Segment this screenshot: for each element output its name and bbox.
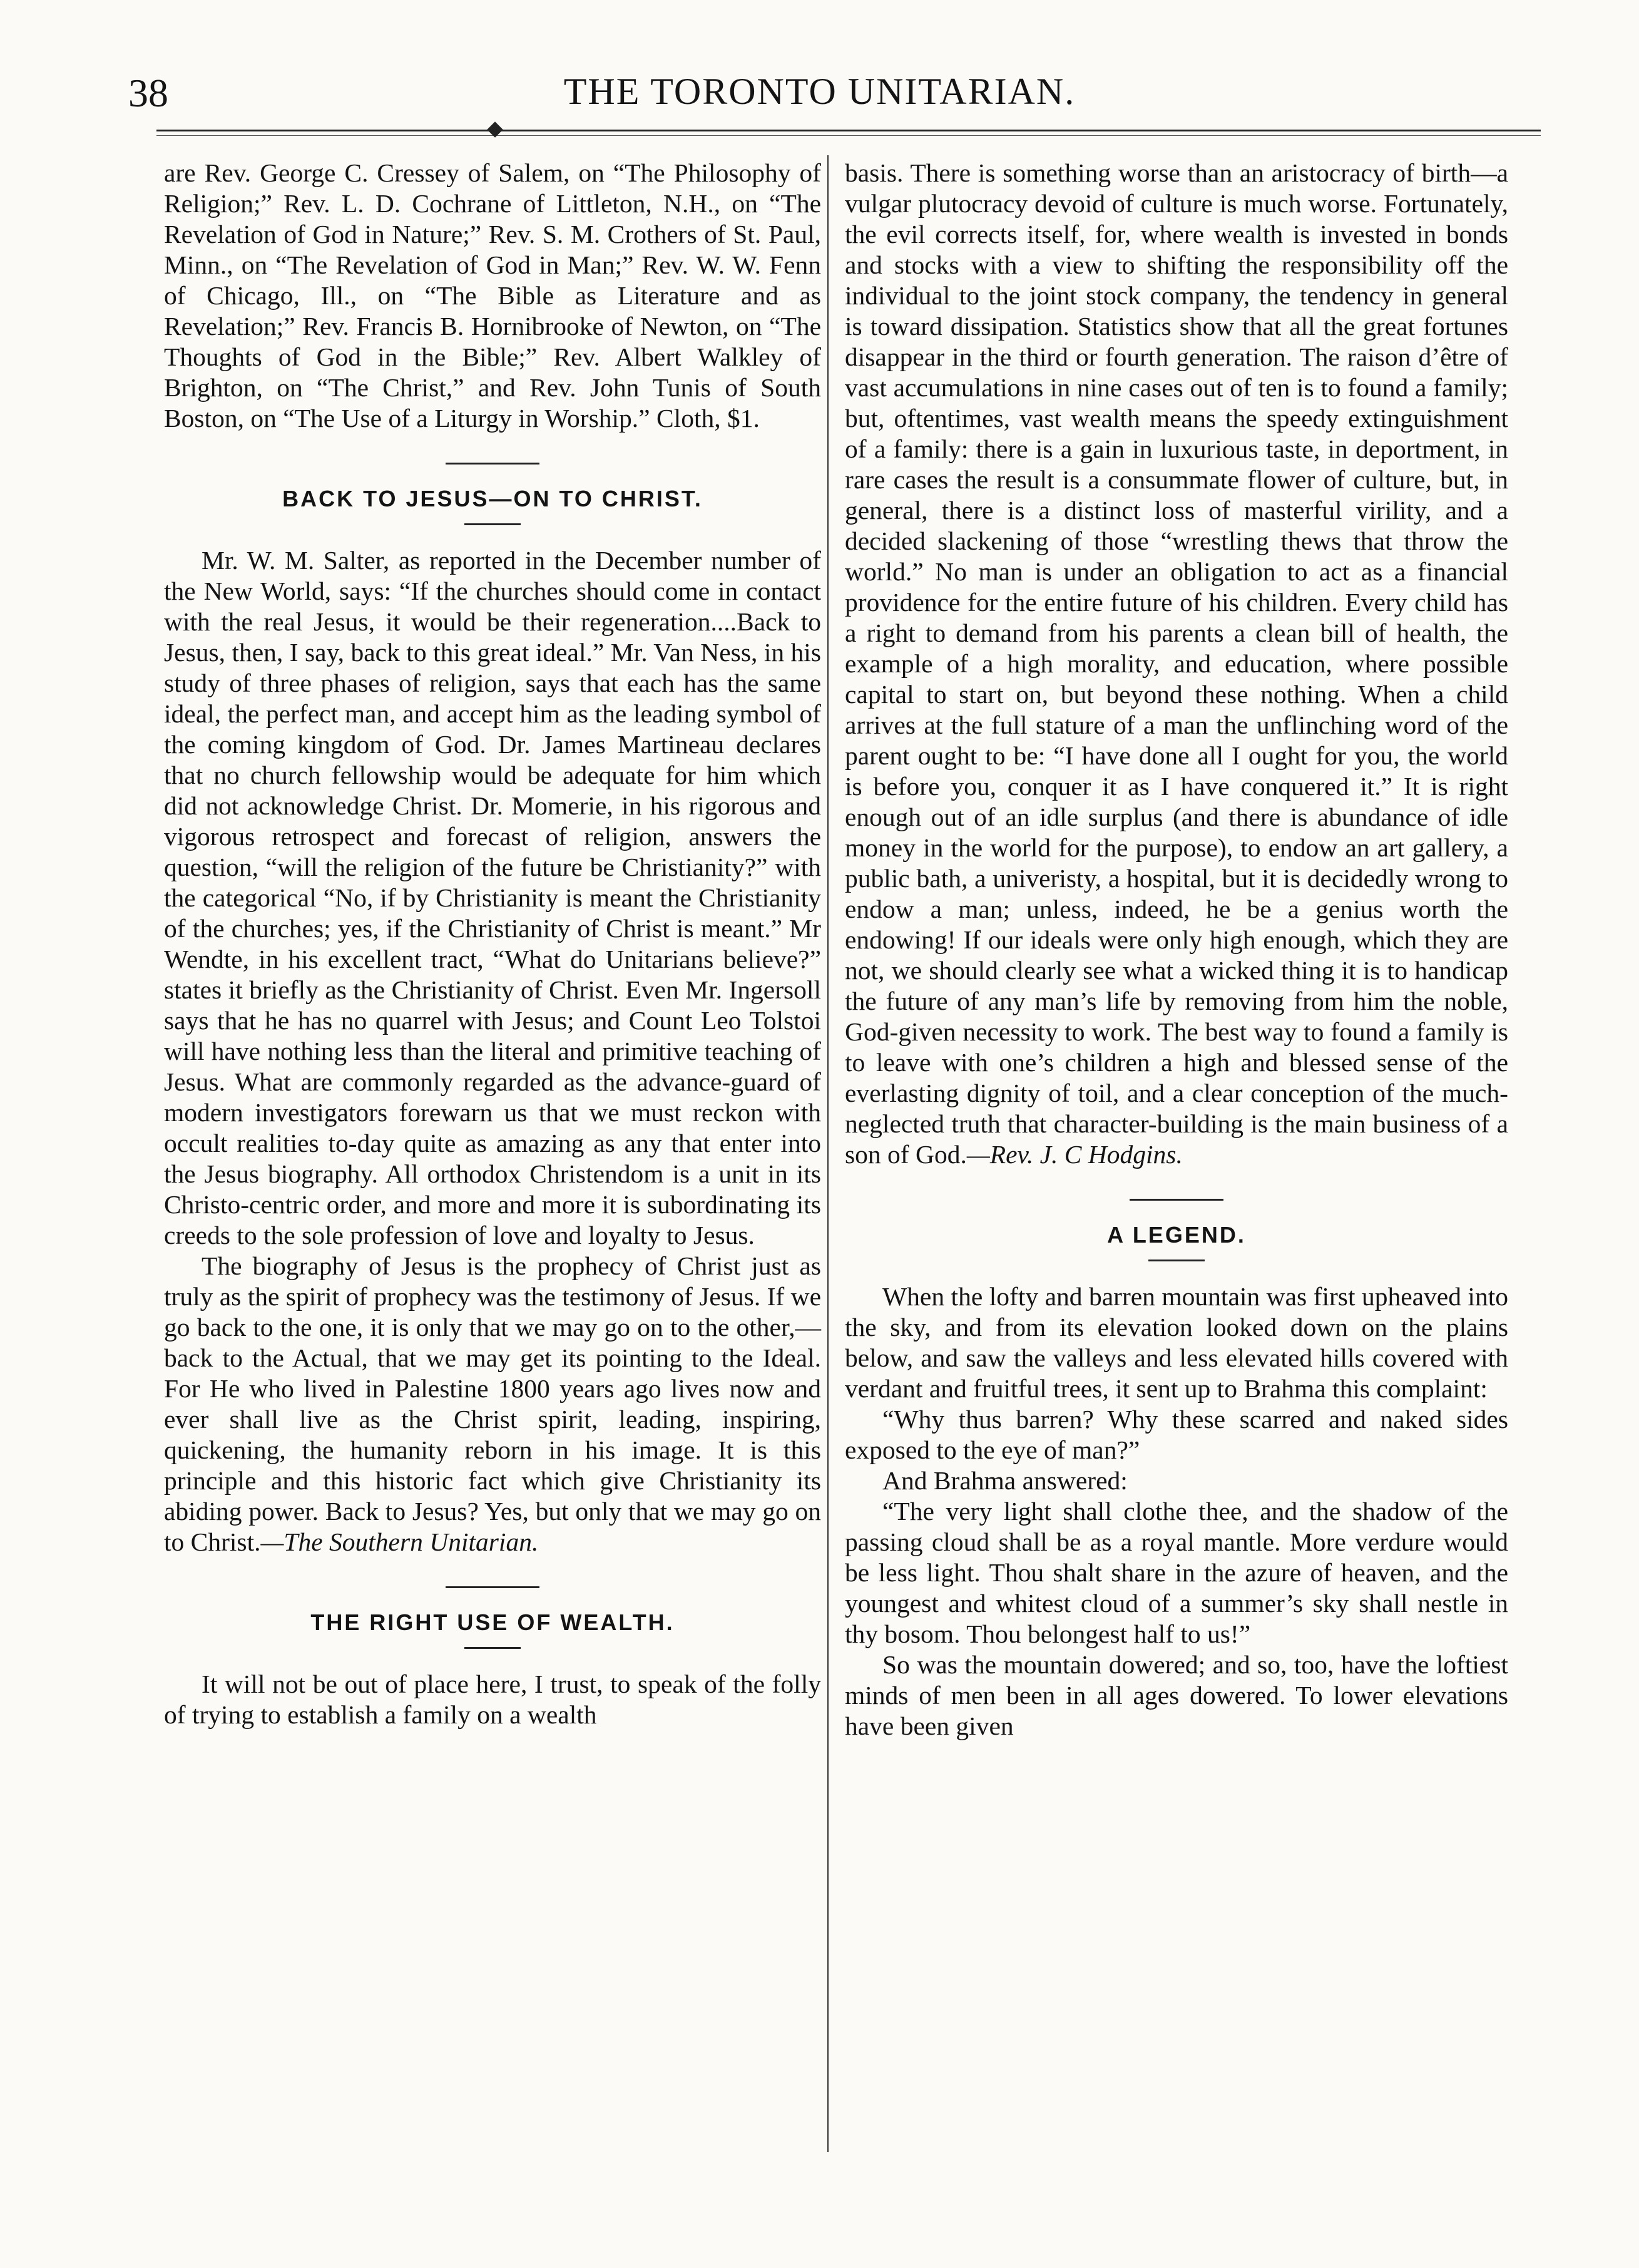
running-head: THE TORONTO UNITARIAN.: [563, 71, 1076, 112]
intro-paragraph: are Rev. George C. Cressey of Salem, on “The Philosophy of Religion;” Rev. L. D. Cochrane of Littleton, N.H., on “The Revelation of God in Nature;” Rev. S. M. Crothers of St. Paul, Minn., on “The Revelation of God in Man;” Rev. W. W. Fenn of Chicago, Ill., on “The Bible as Literature and as Revelation;” Rev. Francis B. Hornibrooke of Newton, on “The Thoughts of God in the Bible;” Rev. Albert Walkley of Brighton, on “The Christ,” and Rev. John Tunis of South Boston, on “The Use of a Liturgy in Worship.” Cloth, $1.: [164, 158, 821, 433]
article-paragraph: “Why thus barren? Why these scarred and naked sides exposed to the eye of man?”: [845, 1405, 1508, 1464]
column-divider: [827, 155, 829, 2152]
article-signature: —Rev. J. C Hodgins.: [966, 1140, 1183, 1169]
article-paragraph: Mr. W. M. Salter, as reported in the December number of the New World, says: “If the churches should come in contact with the real Jesus, it would be their regeneration....Back to Jesus, then, I say, back to this great ideal.” Mr. Van Ness, in his study of three phases of religion, says that each has the same ideal, the perfect man, and accept him as the leading symbol of the coming kingdom of God. Dr. James Martineau declares that no church fellowship would be adequate for him which did not acknowledge Christ. Dr. Momerie, in his rigorous and vigorous retrospect and forecast of religion, answers the question, “will the religion of the future be Christianity?” with the categorical “No, if by Christianity is meant the Christianity of the churches; yes, if the Christianity of Christ is meant.” Mr Wendte, in his excellent tract, “What do Unitarians believe?” states it briefly as the Christianity of Christ. Even Mr. Ingersoll says that he has no quarrel with Jesus; and Count Leo Tolstoi will have nothing less than the literal and primitive teaching of Jesus. What are commonly regarded as the advance-guard of modern investigators forewarn us that we must reckon with occult realities to-day quite as amazing as any that enter into the Jesus biography. All orthodox Christendom is a unit in its Christo-centric order, and more and more it is subordinating its creeds to the sole profession of love and loyalty to Jesus.: [164, 546, 821, 1249]
article-text: The biography of Jesus is the prophecy of Christ just as truly as the spirit of prophecy was the testimony of Jesus. If we go back to the one, it is only that we may go on to the other,—back to the Actual, that we may get its pointing to the Ideal. For He who lived in Palestine 1800 years ago lives now and ever shall live as the Christ spirit, leading, inspiring, quickening, the humanity reborn in his image. It is this principle and this historic fact which give Christianity its abiding power. Back to Jesus? Yes, but only that we may go on to Christ.: [164, 1251, 821, 1556]
article-paragraph: When the lofty and barren mountain was first upheaved into the sky, and from its elevation looked down on the plains below, and saw the valleys and less elevated hills covered with verdant and fruitful trees, it sent up to Brahma this complaint:: [845, 1282, 1508, 1403]
header-rule: [156, 130, 1541, 131]
section-rule: [1148, 1260, 1205, 1261]
header-rule-thin: [156, 135, 1541, 136]
article-text: basis. There is something worse than an aristocracy of birth—a vulgar plutocracy devoid of culture is much worse. Fortunately, the evil corrects itself, for, where wealth is invested in bonds and stocks with a view to shifting the responsibility off the individual to the joint stock company, the tendency in general is toward dissipation. Statistics show that all the great fortunes disappear in the third or fourth generation. The raison d’être of vast accumulations in nine cases out of ten is to found a family; but, oftentimes, vast wealth means the speedy extinguishment of a family: there is a gain in luxurious taste, in deportment, in rare cases the result is a consummate flower of culture, but, in general, there is a distinct loss of masterful virility, and a decided slackening of those “wrestling thews that throw the world.” No man is under an obligation to act as a financial providence for the entire future of his children. Every child has a right to demand from his parents a clean bill of health, the example of a high morality, and education, where possible capital to start on, but beyond these nothing. When a child arrives at the full stature of a man the unflinching word of the parent ought to be: “I have done all I ought for you, the world is before you, conquer it as I have conquered it.” It is right enough out of an idle surplus (and there is abundance of idle money in the world for the purpose), to endow an art gallery, a public bath, a univeristy, a hospital, but it is decidedly wrong to endow a man; unless, indeed, he be a genius worth the endowing! If our ideals were only high enough, which they are not, we should clearly see what a wicked thing it is to handicap the future of any man’s life by removing from him the noble, God-given necessity to work. The best way to found a family is to leave with one’s children a high and blessed sense of the everlasting dignity of toil, and a clear conception of the much-neglected truth that character-building is the main business of a son of God.: [845, 158, 1508, 1169]
left-column: [164, 158, 821, 1730]
article-heading-right-use-of-wealth: THE RIGHT USE OF WEALTH.: [310, 1609, 675, 1635]
article-signature: —The Southern Unitarian.: [260, 1527, 539, 1556]
article-paragraph: So was the mountain dowered; and so, too, have the loftiest minds of men been in all ages dowered. To lower elevations have been given: [845, 1650, 1508, 1740]
page-number: 38: [128, 71, 168, 115]
section-rule: [464, 523, 521, 525]
article-paragraph: [164, 1251, 821, 1557]
article-paragraph-continued: [845, 158, 1508, 1170]
section-rule: [446, 463, 539, 464]
right-column: [845, 158, 1508, 1742]
article-heading-back-to-jesus: BACK TO JESUS—ON TO CHRIST.: [282, 486, 703, 511]
article-paragraph: “The very light shall clothe thee, and the shadow of the passing cloud shall be as a royal mantle. More verdure would be less light. Thou shalt share in the azure of heaven, and the youngest and whitest cloud of a summer’s sky shall nestle in thy bosom. Thou belongest half to us!”: [845, 1497, 1508, 1648]
article-paragraph: It will not be out of place here, I trust, to speak of the folly of trying to establish a family on a wealth: [164, 1670, 821, 1729]
section-rule: [464, 1647, 521, 1649]
section-rule: [446, 1586, 539, 1588]
section-rule: [1130, 1199, 1223, 1201]
article-paragraph: And Brahma answered:: [882, 1466, 1128, 1495]
article-heading-a-legend: A LEGEND.: [1107, 1222, 1246, 1248]
